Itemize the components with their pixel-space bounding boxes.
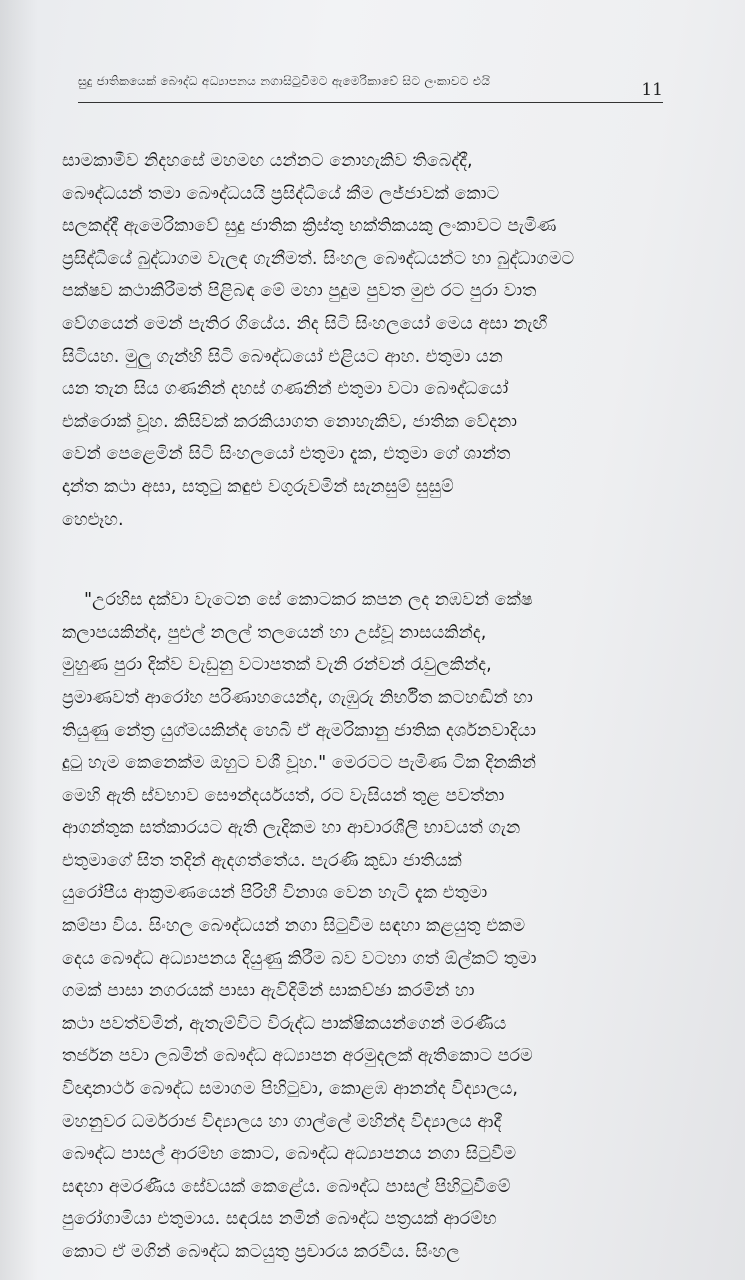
paragraph-line: පක්ෂව කථාකිරීමත් පිළිබඳ මේ මහා පුදුම පුවත මුළු රට පුරා වාත: [62, 281, 537, 302]
paragraph-line: යුරෝපීය ආක්‍රමණයෙන් පිරිහී විනාශ වෙන හැටි දැක එතුමා: [62, 883, 488, 904]
paragraph-line: දුටු හැම කෙනෙක්ම ඔහුට වශී වූහ." මෙරටට පැමිණ ටික දිනකින්: [62, 753, 537, 774]
paragraph-line: වේගයෙන් මෙන් පැතිර ගියේය. නිද සිටි සිංහලයෝ මෙය අසා නැඟී: [62, 313, 548, 334]
paragraph-line: යන තැන සිය ගණනින් දහස් ගණනින් එතුමා වටා බෞද්ධයෝ: [62, 379, 509, 400]
paragraph-line: තර්ජන පවා ලබමින් බෞද්ධ අධ්‍යාපන අරමුදලක් ඇතිකොට පරම: [62, 1046, 533, 1067]
paragraph-line: වෙන් පෙළෙමින් සිටි සිංහලයෝ එතුමා දැක, එතුමා ගේ ශාන්ත: [62, 444, 511, 465]
page-number: 11: [641, 80, 663, 100]
paragraph-line: පුරෝගාමියා එතුමාය. සඳරැස නමින් බෞද්ධ පත්‍රයක් ආරම්භ: [62, 1209, 497, 1230]
paragraph-line: බෞද්ධ පාසල් ආරම්භ කොට, බෞද්ධ අධ්‍යාපනය නගා සිටුවීම: [62, 1144, 517, 1165]
paragraph-line: ගමක් පාසා නගරයක් පාසා ඇවිදිමින් සාකච්ඡා කරමින් හා: [62, 981, 475, 1002]
paragraph-line: සාමකාමීව නිදහසේ මහමඟ යන්නට නොහැකිව තිබෙද්දී,: [62, 151, 473, 171]
paragraph-line: හෙළූහ.: [62, 509, 124, 530]
paragraph-line: කම්පා විය. සිංහල බෞද්ධයන් නගා සිටුවීම සඳහා කළයුතු එකම: [62, 916, 526, 937]
paragraph-line: "උරහිස දක්වා වැටෙන සේ කොටකර කපන ලද නඹවන් කේෂ: [84, 590, 533, 611]
paragraph-line: සිටියහ. මුලු ගැන්හි සිටි බෞද්ධයෝ එළියට ආහ. එතුමා යන: [62, 346, 503, 367]
paragraph-line: මෙහි ඇති ස්වභාව සෞන්දර්යයත්, රට වැසියන් තුළ පවත්නා: [62, 785, 505, 806]
paragraph-line: තියුණු නේත්‍ර යුග්මයකින්ද හෙබි ඒ ඇමරිකානු ජාතික දර්ශනවාදියා: [62, 720, 537, 741]
running-head: සුදු ජාතිකයෙක් බෞද්ධ අධ්‍යාපනය නගාසිටුවීමට ඇමෙරිකාවේ සිට ලංකාවට එයි: [78, 74, 491, 88]
paragraph-line: සලකද්දී ඇමෙරිකාවේ සුදු ජාතික ක්‍රිස්තු භක්තිකයකු ලංකාවට පැමිණ: [62, 216, 557, 237]
paragraph-line: කොට ඒ මගින් බෞද්ධ කටයුතු ප්‍රචාරය කරවීය. සිංහල: [62, 1242, 460, 1262]
paragraph-1: [62, 145, 687, 536]
paragraph-line: කථා පවත්වමින්, ඇතැම්විට විරුද්ධ පාක්ෂිකයන්ගෙන් මරණීය: [62, 1013, 507, 1034]
paragraph-2: [62, 584, 687, 1268]
body-text: [62, 145, 687, 1269]
paragraph-line: දාන්ත කථා අසා, සතුටු කඳුළු වගුරුවමින් සැනසුම් සුසුම්: [62, 476, 454, 497]
paragraph-line: ප්‍රමාණවත් ආරෝහ පරිණාහයෙන්ද, ගැඹුරු නිර්භීත කටහඬින් හා: [62, 687, 533, 708]
paragraph-line: මහනුවර ධර්මරාජ විද්‍යාලය හා ගාල්ලේ මහින්ද විද්‍යාලය ආදී: [62, 1111, 502, 1132]
page-header: [78, 70, 663, 103]
paragraph-line: සඳහා අමරණීය සේවයක් කෙළේය. බෞද්ධ පාසල් පිහිටුවීමේ: [62, 1176, 511, 1197]
paragraph-line: දෙය බෞද්ධ අධ්‍යාපනය දියුණු කිරීම බව වටහා ගත් ඕල්කට් තුමා: [62, 948, 537, 969]
paragraph-line: කලාපයකින්ද, පුළුල් නලල් තලයෙන් හා උස්වූ නාසයකින්ද,: [62, 622, 487, 643]
paragraph-spacer: [62, 536, 687, 584]
paragraph-line: මුහුණ පුරා දික්ව වැඩුනු වටාපතක් වැනි රන්වන් රැවුලකින්ද,: [62, 655, 492, 676]
paragraph-line: විඥානාර්ථ බෞද්ධ සමාගම පිහිටුවා, කොළඹ ආනන්ද විද්‍යාලය,: [62, 1079, 518, 1100]
page-fold-shadow: [0, 0, 38, 1280]
paragraph-line: එක්රොක් වූහ. කිසිවක් කරකියාගත නොහැකිව, ජාතික වේදනා: [62, 411, 518, 432]
paragraph-line: ප්‍රසිද්ධියේ බුද්ධාගම වැලඳ ගැනීමත්. සිංහල බෞද්ධයන්ට හා බුද්ධාගමට: [62, 248, 575, 269]
paragraph-line: ආගන්තුක සත්කාරයට ඇති ලැදිකම හා ආචාරශීලි භාවයත් ගැන: [62, 818, 521, 839]
paragraph-line: එතුමාගේ සිත තදින් ඇදගත්තේය. පැරණි කුඩා ජාතියක්: [62, 850, 462, 871]
paragraph-line: බෞද්ධයන් තමා බෞද්ධයයි ප්‍රසිද්ධියේ කීම ලජ්ජාවක් කොට: [62, 183, 500, 204]
